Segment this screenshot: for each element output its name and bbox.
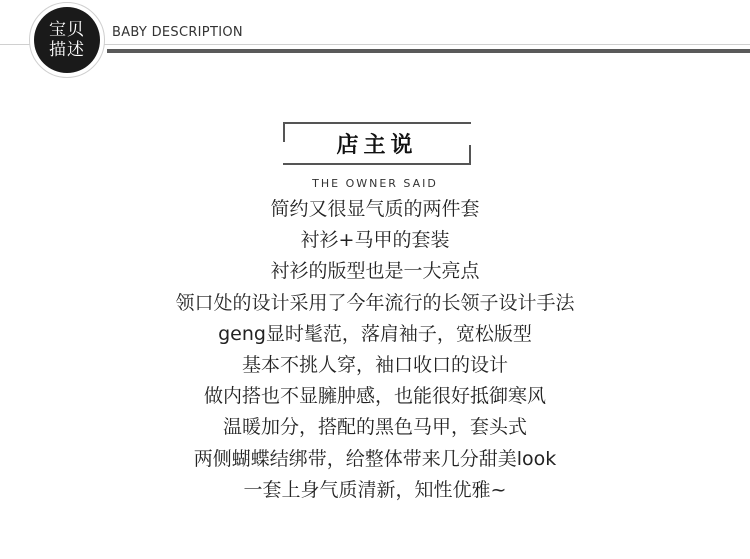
description-line: 衬衫的版型也是一大亮点 bbox=[270, 260, 480, 283]
description-list bbox=[0, 194, 750, 506]
header-divider-thick bbox=[107, 49, 750, 53]
description-line: 领口处的设计采用了今年流行的长领子设计手法 bbox=[175, 291, 575, 314]
description-line: 一套上身气质清新，知性优雅~ bbox=[243, 478, 507, 501]
description-line: 简约又很显气质的两件套 bbox=[270, 198, 480, 220]
description-line: 温暖加分，搭配的黑色马甲，套头式 bbox=[222, 416, 527, 439]
title-frame bbox=[283, 122, 471, 165]
badge-text-line1: 宝贝 bbox=[49, 20, 85, 40]
badge-text-line2: 描述 bbox=[49, 40, 85, 60]
description-line: 基本不挑人穿，袖口收口的设计 bbox=[241, 353, 508, 376]
description-line: geng显时髦范，落肩袖子，宽松版型 bbox=[218, 322, 532, 345]
description-line: 做内搭也不显臃肿感，也能很好抵御寒风 bbox=[203, 385, 546, 408]
header-divider-thin bbox=[0, 44, 750, 45]
section-subtitle: THE OWNER SAID bbox=[312, 177, 438, 190]
section-title: 店主说 bbox=[336, 133, 418, 158]
section-badge bbox=[34, 7, 100, 73]
description-line: 衬衫+马甲的套装 bbox=[300, 229, 450, 252]
header-label: BABY DESCRIPTION bbox=[112, 25, 243, 40]
description-line: 两侧蝴蝶结绑带，给整体带来几分甜美look bbox=[193, 447, 557, 470]
